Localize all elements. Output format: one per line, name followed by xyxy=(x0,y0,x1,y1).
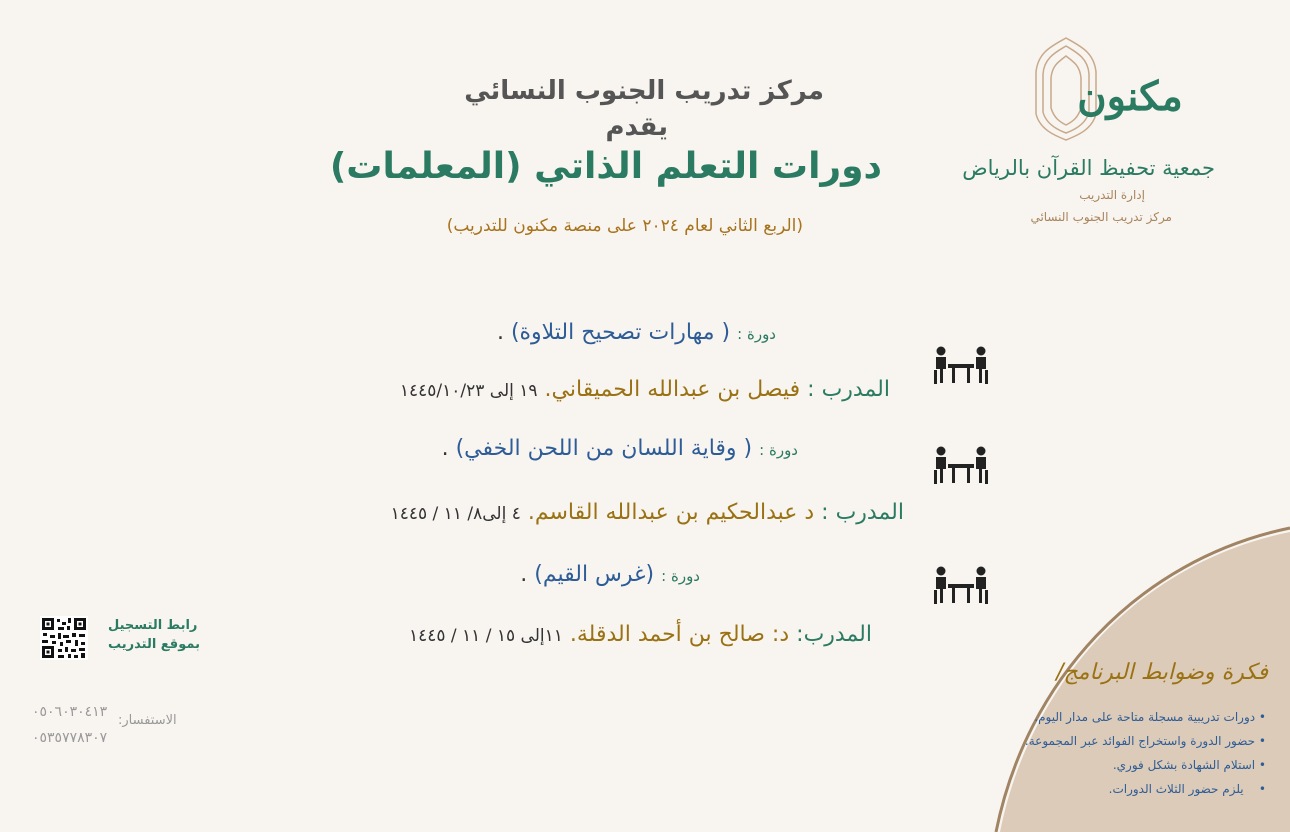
course-1-name: ( مهارات تصحيح التلاوة) xyxy=(510,320,731,345)
registration-site-label: بموقع التدريب xyxy=(108,637,200,652)
meeting-icon xyxy=(932,346,990,386)
meeting-icon xyxy=(932,446,990,486)
rules-title: فكرة وضوابط البرنامج/ xyxy=(1056,660,1268,685)
makknoon-logo xyxy=(1030,32,1183,142)
course-3-title-line: دورة : (غرس القيم) . xyxy=(520,562,700,587)
course-2-trainer-label: المدرب : xyxy=(821,500,904,525)
course-2-name: ( وقاية اللسان من اللحن الخفي) xyxy=(455,436,753,461)
course-3-trainer-label: المدرب: xyxy=(796,622,872,647)
rule-item: • استلام الشهادة بشكل فوري. xyxy=(1112,758,1266,772)
course-2-dates: ٤ إلى٨/ ١١ / ١٤٤٥ xyxy=(390,504,521,524)
course-3-dates: ١١إلى ١٥ / ١١ / ١٤٤٥ xyxy=(408,626,563,646)
course-1-dates: ١٩ إلى ١٤٤٥/١٠/٢٣ xyxy=(399,381,538,401)
course-1-title-line: دورة : ( مهارات تصحيح التلاوة) . xyxy=(496,320,776,345)
qr-code-icon[interactable] xyxy=(40,616,88,660)
course-2-trainer-name: د عبدالحكيم بن عبدالله القاسم. xyxy=(527,500,815,525)
course-3-trainer-line xyxy=(409,622,872,647)
course-3-name: (غرس القيم) xyxy=(534,562,655,587)
course-1-trainer-label: المدرب : xyxy=(807,377,890,402)
course-3-label: دورة : xyxy=(661,567,700,585)
course-1-trainer-line xyxy=(400,377,890,402)
registration-link-label: رابط التسجيل xyxy=(108,618,198,633)
inquiry-label: الاستفسار: xyxy=(118,713,177,728)
course-1-trainer-name: فيصل بن عبدالله الحميقاني. xyxy=(544,377,801,402)
course-2-title-line: دورة : ( وقاية اللسان من اللحن الخفي) . xyxy=(441,436,798,461)
course-2-label: دورة : xyxy=(759,441,798,459)
subtitle: (الربع الثاني لعام ٢٠٢٤ على منصة مكنون للتدريب) xyxy=(446,216,803,236)
phone-number: ٠٥٣٥٧٧٨٣٠٧ xyxy=(32,730,108,746)
main-title: دورات التعلم الذاتي (المعلمات) xyxy=(329,146,882,187)
logo-wordmark: مكنون xyxy=(1077,73,1183,120)
rule-item: • يلزم حضور الثلاث الدورات. xyxy=(1108,782,1266,796)
phone-number: ٠٥٠٦٠٣٠٤١٣ xyxy=(32,704,108,720)
organization-name: جمعية تحفيظ القرآن بالرياض xyxy=(962,156,1215,180)
rule-item: • حضور الدورة واستخراج الفوائد عبر المجموعة. xyxy=(1024,734,1266,748)
presents-heading: يقدم xyxy=(605,112,668,142)
course-1-label: دورة : xyxy=(737,325,776,343)
presenter-heading: مركز تدريب الجنوب النسائي xyxy=(464,76,824,106)
department-name: إدارة التدريب xyxy=(1079,188,1145,202)
rule-item: • دورات تدريبية مسجلة متاحة على مدار اليوم. xyxy=(1034,710,1266,724)
meeting-icon xyxy=(932,566,990,606)
course-3-trainer-name: د: صالح بن أحمد الدقلة. xyxy=(569,622,790,647)
course-2-trainer-line xyxy=(391,500,904,525)
center-name: مركز تدريب الجنوب النسائي xyxy=(1030,210,1172,224)
